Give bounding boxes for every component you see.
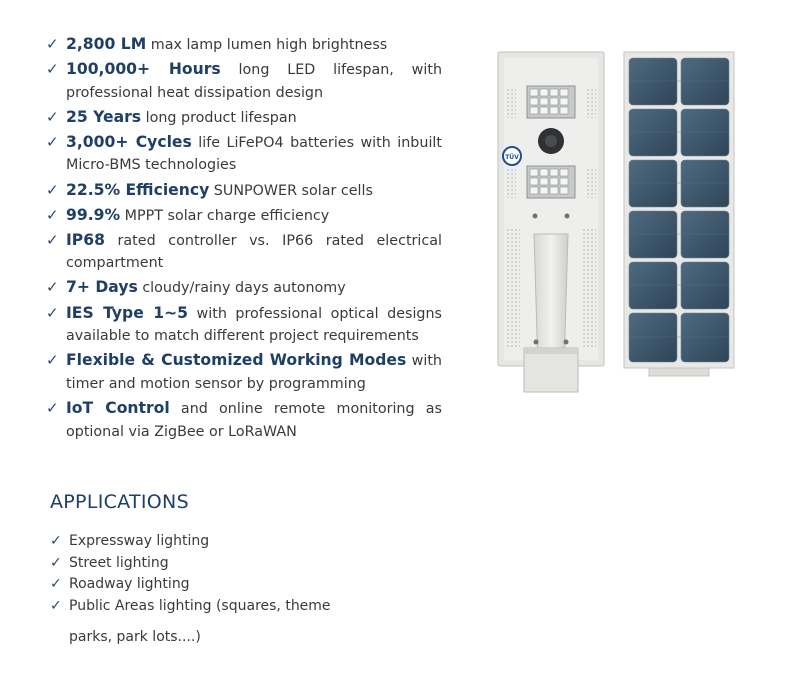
feature-item <box>46 58 442 104</box>
feature-highlight: 3,000+ Cycles <box>66 132 192 151</box>
check-icon: ✓ <box>46 230 59 249</box>
feature-highlight: Flexible & Customized Working Modes <box>66 351 407 370</box>
feature-item <box>46 131 442 177</box>
feature-text: life LiFePO4 batteries with inbuilt Micro-BMS technologies <box>66 134 442 174</box>
feature-text: long LED lifespan, with professional heat dissipation design <box>66 62 442 101</box>
check-icon: ✓ <box>46 35 59 53</box>
feature-text: MPPT solar charge efficiency <box>120 207 330 224</box>
feature-item <box>46 397 442 443</box>
feature-highlight: 25 Years <box>66 107 142 126</box>
feature-text: cloudy/rainy days autonomy <box>137 280 346 297</box>
check-icon: ✓ <box>46 107 59 126</box>
check-icon: ✓ <box>46 303 59 322</box>
application-item <box>50 574 370 596</box>
feature-highlight: IES Type 1~5 <box>66 303 188 322</box>
feature-highlight: 2,800 LM <box>66 35 147 53</box>
feature-text: SUNPOWER solar cells <box>209 182 373 199</box>
feature-highlight: 100,000+ Hours <box>66 60 221 79</box>
certification-badge: TÜV <box>505 154 519 161</box>
solar-panel-back-view <box>624 52 734 376</box>
check-icon: ✓ <box>46 351 59 370</box>
application-item <box>50 531 370 553</box>
application-item <box>50 596 370 618</box>
check-icon: ✓ <box>50 576 62 592</box>
feature-item <box>46 229 442 275</box>
applications-list <box>50 531 370 649</box>
street-lamp-front-view <box>498 52 604 392</box>
application-item <box>50 553 370 575</box>
feature-text: and online remote monitoring as optional via ZigBee or LoRaWAN <box>66 400 442 440</box>
feature-item <box>46 349 442 395</box>
feature-list <box>46 33 442 445</box>
feature-highlight: 7+ Days <box>66 278 138 297</box>
product-image <box>494 48 738 396</box>
feature-text: with timer and motion sensor by programming <box>66 353 442 392</box>
feature-text: long product lifespan <box>141 109 297 126</box>
feature-item <box>46 276 442 300</box>
feature-highlight: 99.9% <box>66 205 121 224</box>
check-icon: ✓ <box>46 205 59 224</box>
feature-highlight: 22.5% Efficiency <box>66 180 210 199</box>
application-continuation: parks, park lots....) <box>69 629 201 645</box>
check-icon: ✓ <box>46 132 59 151</box>
applications-title: APPLICATIONS <box>50 491 189 513</box>
feature-text: max lamp lumen high brightness <box>146 37 388 53</box>
check-icon: ✓ <box>46 278 59 297</box>
feature-item <box>46 33 442 57</box>
check-icon: ✓ <box>46 60 59 79</box>
application-label: Street lighting <box>69 554 169 571</box>
check-icon: ✓ <box>50 554 62 571</box>
feature-highlight: IoT Control <box>66 398 170 417</box>
check-icon: ✓ <box>50 533 62 549</box>
feature-item <box>46 179 442 203</box>
feature-text: with professional optical designs available to match different project requirements <box>66 305 442 345</box>
check-icon: ✓ <box>50 597 62 614</box>
check-icon: ✓ <box>46 180 59 199</box>
application-label: Public Areas lighting (squares, theme <box>69 597 331 614</box>
feature-item <box>46 204 442 228</box>
application-label: Expressway lighting <box>69 533 210 549</box>
feature-highlight: IP68 <box>66 230 105 249</box>
feature-item <box>46 302 442 348</box>
application-label: Roadway lighting <box>69 576 190 592</box>
feature-item <box>46 106 442 130</box>
check-icon: ✓ <box>46 398 59 417</box>
feature-text: rated controller vs. IP66 rated electrical compartment <box>66 232 442 272</box>
